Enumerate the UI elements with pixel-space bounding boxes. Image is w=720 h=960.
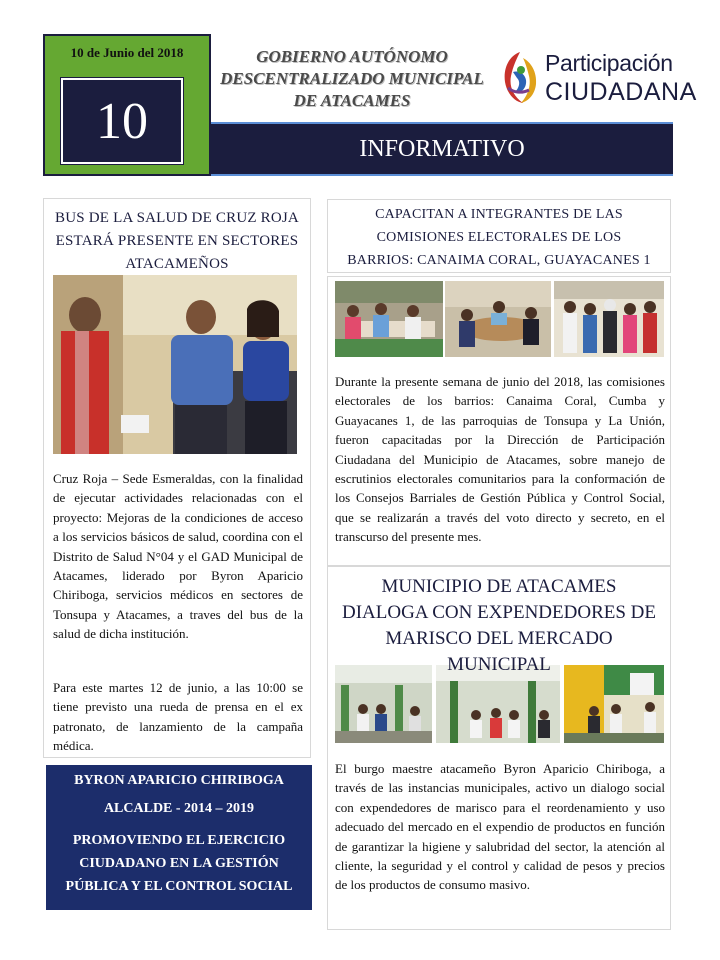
alcalde-box: [46, 765, 312, 910]
alcalde-slogan: PROMOVIENDO EL EJERCICIO CIUDADANO EN LA GESTIÓN PÚBLICA Y EL CONTROL SOCIAL: [65, 833, 293, 894]
article-title-comisiones: CAPACITAN A INTEGRANTES DE LAS COMISIONES ELECTORALES DE LOS BARRIOS: CANAIMA CORAL, GUAYACANES 1: [327, 199, 671, 273]
article-comisiones: [327, 276, 671, 566]
article-photo-comisiones-3: [554, 281, 664, 357]
issue-date: 10 de Junio del 2018: [70, 45, 184, 60]
section-banner: INFORMATIVO: [211, 122, 673, 176]
alcalde-role: ALCALDE - 2014 – 2019: [103, 801, 255, 816]
government-name: GOBIERNO AUTÓNOMO DESCENTRALIZADO MUNICIPAL DE ATACAMES: [220, 47, 484, 110]
article-comisiones-body: Durante la presente semana de junio del 2018, las comisiones electorales de los barrios: Canaima Coral, Cumba y Guayacanes 1, de las parroquias de Tonsupa y La Unión, fueron capacitadas por la Dirección de Participación Ciudadana del Municipio de Atacames, sobre manejo de escrutinios electorales comunitarios para la conformación de los Consejos Barriales de Gestión Pública y Control Social, que se realizarán a través del voto directo y secreto, en el transcurso del presente mes.: [335, 374, 665, 545]
issue-number: 10: [61, 78, 183, 164]
article-photo-mercado-1: [335, 665, 432, 743]
hands-logo-icon: [499, 48, 541, 106]
alcalde-name: BYRON APARICIO CHIRIBOGA: [74, 773, 284, 788]
article-body-p1: Cruz Roja – Sede Esmeraldas, con la finalidad de ejecutar actividades relacionadas con el proyecto: Mejoras de la condiciones de acceso a los servicios básicos de salud, coordina con el Distrito de Salud N°04 y el GAD Municipal de Atacames, liderado por Byron Aparicio Chiriboga, servicios médicos en sectores de Tonsupa y Atacames, a traves del bus de la salud de dicha institución.: [53, 471, 303, 642]
participacion-ciudadana-logo: [493, 38, 697, 116]
article-mercado-body: El burgo maestre atacameño Byron Aparicio Chiriboga, a través de las instancias municipales, activo un dialogo social con expendedores de marisco para el reordenamiento y uso adecuado del mercado en el expendio de productos en función de garantizar la higiene y salubridad del sector, la atención al cliente, la seguridad y el control y calidad de pesos y precios de los productos de consumo masivo.: [335, 761, 665, 893]
article-cruz-roja: [43, 198, 311, 758]
issue-panel: [43, 34, 211, 176]
article-title-mercado: MUNICIPIO DE ATACAMES DIALOGA CON EXPENDEDORES DE MARISCO DEL MERCADO MUNICIPAL: [341, 576, 657, 675]
logo-text-line2: CIUDADANA: [545, 78, 697, 106]
article-photo-comisiones-2: [445, 281, 551, 357]
article-photo-cruz-roja: [53, 275, 297, 454]
article-photo-mercado-3: [564, 665, 664, 743]
article-photo-comisiones-1: [335, 281, 443, 357]
article-title: BUS DE LA SALUD DE CRUZ ROJA ESTARÁ PRESENTE EN SECTORES ATACAMEÑOS: [55, 210, 299, 272]
article-body-p2: Para este martes 12 de junio, a las 10:00 se tiene previsto una rueda de prensa en el ex patronato, de lanzamiento de la campaña médica.: [53, 680, 303, 754]
logo-text-line1: Participación: [545, 50, 673, 76]
